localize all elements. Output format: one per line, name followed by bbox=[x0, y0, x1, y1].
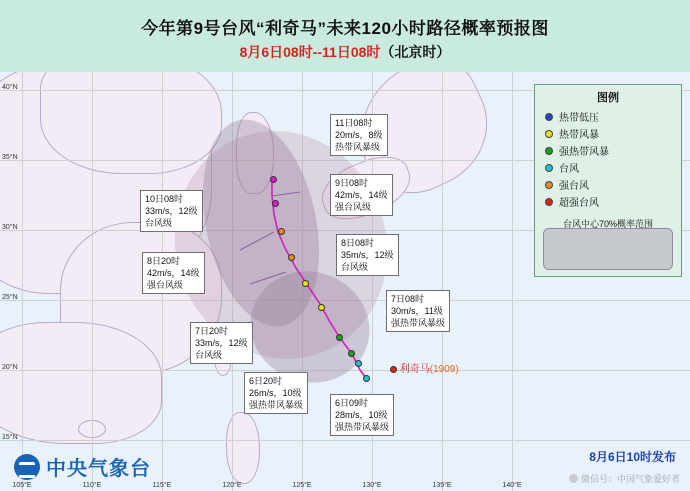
callout-11d08 bbox=[330, 114, 388, 156]
callout-7d20 bbox=[190, 322, 253, 364]
legend-item-label: 强台风 bbox=[559, 181, 589, 192]
callout-time: 11日08时 bbox=[335, 118, 373, 128]
callout-wind: 35m/s，12级 bbox=[341, 250, 394, 260]
lat-label: 30°N bbox=[2, 224, 18, 231]
track-point-9d20[interactable] bbox=[278, 228, 285, 235]
legend-item-label: 热带风暴 bbox=[559, 130, 599, 141]
callout-9d08 bbox=[330, 174, 393, 216]
callout-time: 6日20时 bbox=[249, 376, 283, 386]
org-name: 中央气象台 bbox=[46, 458, 151, 480]
callout-grade: 强台风级 bbox=[147, 280, 184, 290]
callout-time: 8日20时 bbox=[147, 256, 181, 266]
callout-wind: 26m/s，10级 bbox=[249, 388, 302, 398]
callout-grade: 强热带风暴级 bbox=[391, 318, 446, 328]
typhoon-icon bbox=[545, 164, 553, 172]
tropical-storm-icon bbox=[545, 130, 553, 138]
track-point-11d08[interactable] bbox=[270, 176, 277, 183]
callout-time: 7日20时 bbox=[195, 326, 229, 336]
lon-label: 135°E bbox=[432, 482, 452, 489]
callout-6d09 bbox=[330, 394, 394, 436]
legend-item-label: 强热带风暴 bbox=[559, 147, 609, 158]
lon-label: 120°E bbox=[222, 482, 242, 489]
track-point-6d09[interactable] bbox=[363, 375, 370, 382]
lat-label: 15°N bbox=[2, 434, 18, 441]
callout-grade: 台风级 bbox=[145, 218, 173, 228]
callout-grade: 强台风级 bbox=[335, 202, 372, 212]
callout-wind: 33m/s，12级 bbox=[195, 338, 248, 348]
callout-time: 7日08时 bbox=[391, 294, 425, 304]
cma-logo-icon bbox=[14, 454, 40, 480]
legend-item-severe-tropical-storm bbox=[535, 142, 681, 159]
lat-label: 25°N bbox=[2, 294, 18, 301]
lon-label: 105°E bbox=[12, 482, 32, 489]
callout-wind: 28m/s，10级 bbox=[335, 410, 388, 420]
callout-grade: 台风级 bbox=[341, 262, 369, 272]
lat-label: 40°N bbox=[2, 84, 18, 91]
page-title: 今年第9号台风“利奇马”未来120小时路径概率预报图 bbox=[141, 19, 549, 38]
lat-label: 35°N bbox=[2, 154, 18, 161]
title-band bbox=[0, 0, 690, 72]
callout-time: 10日08时 bbox=[145, 194, 184, 204]
track-point-7d20[interactable] bbox=[336, 334, 343, 341]
typhoon-name: 利奇马 bbox=[399, 364, 430, 375]
legend-item-tropical-depression bbox=[535, 108, 681, 125]
watermark-icon bbox=[569, 474, 578, 483]
severe-typhoon-icon bbox=[545, 181, 553, 189]
callout-time: 6日09时 bbox=[335, 398, 369, 408]
callout-wind: 30m/s，11级 bbox=[391, 306, 443, 316]
issue-time: 8月6日10时发布 bbox=[589, 450, 676, 464]
watermark bbox=[569, 472, 680, 485]
legend-item-super-typhoon bbox=[535, 193, 681, 210]
severe-tropical-storm-icon bbox=[545, 147, 553, 155]
lat-label: 20°N bbox=[2, 364, 18, 371]
callout-10d08 bbox=[140, 190, 203, 232]
legend-cone-swatch bbox=[543, 219, 673, 270]
legend-item-tropical-storm bbox=[535, 125, 681, 142]
lon-label: 125°E bbox=[292, 482, 312, 489]
legend-cone-label: 台风中心70%概率范围 bbox=[562, 219, 653, 229]
typhoon-number: (1909) bbox=[429, 364, 459, 375]
callout-7d08 bbox=[386, 290, 450, 332]
callout-wind: 20m/s，8级 bbox=[335, 130, 383, 140]
forecast-period: 8月6日08时--11日08时 bbox=[239, 44, 381, 60]
track-point-7d08[interactable] bbox=[348, 350, 355, 357]
callout-time: 9日08时 bbox=[335, 178, 369, 188]
super-typhoon-icon bbox=[545, 198, 553, 206]
legend-item-typhoon bbox=[535, 159, 681, 176]
callout-wind: 42m/s，14级 bbox=[147, 268, 200, 278]
legend-panel bbox=[534, 84, 682, 277]
lon-label: 110°E bbox=[82, 482, 102, 489]
legend-item-label: 超强台风 bbox=[559, 198, 599, 209]
org-logo bbox=[14, 452, 151, 481]
legend-item-label: 台风 bbox=[559, 164, 579, 175]
lon-label: 115°E bbox=[152, 482, 172, 489]
title-subline bbox=[0, 42, 690, 62]
callout-8d20 bbox=[142, 252, 205, 294]
legend-item-severe-typhoon bbox=[535, 176, 681, 193]
legend-item-label: 热带低压 bbox=[559, 113, 599, 124]
map-canvas[interactable] bbox=[0, 72, 690, 491]
callout-8d08 bbox=[336, 234, 399, 276]
watermark-text: 微信号：中国气象爱好者 bbox=[580, 474, 680, 484]
callout-wind: 42m/s，14级 bbox=[335, 190, 388, 200]
lon-label: 130°E bbox=[362, 482, 382, 489]
track-point-10d08[interactable] bbox=[272, 200, 279, 207]
callout-time: 8日08时 bbox=[341, 238, 375, 248]
legend-title: 图例 bbox=[597, 92, 619, 104]
callout-grade: 强热带风暴级 bbox=[335, 422, 390, 432]
callout-grade: 台风级 bbox=[195, 350, 223, 360]
callout-wind: 33m/s，12级 bbox=[145, 206, 198, 216]
track-point-9d08[interactable] bbox=[288, 254, 295, 261]
track-point-8d08[interactable] bbox=[318, 304, 325, 311]
callout-grade: 强热带风暴级 bbox=[249, 400, 304, 410]
track-point-8d20[interactable] bbox=[302, 280, 309, 287]
tropical-depression-icon bbox=[545, 113, 553, 121]
callout-6d20 bbox=[244, 372, 308, 414]
typhoon-name-tag bbox=[390, 360, 459, 375]
track-point-6d20[interactable] bbox=[355, 360, 362, 367]
callout-grade: 热带风暴级 bbox=[335, 142, 381, 152]
timezone-note: （北京时） bbox=[380, 44, 451, 60]
lon-label: 140°E bbox=[502, 482, 522, 489]
